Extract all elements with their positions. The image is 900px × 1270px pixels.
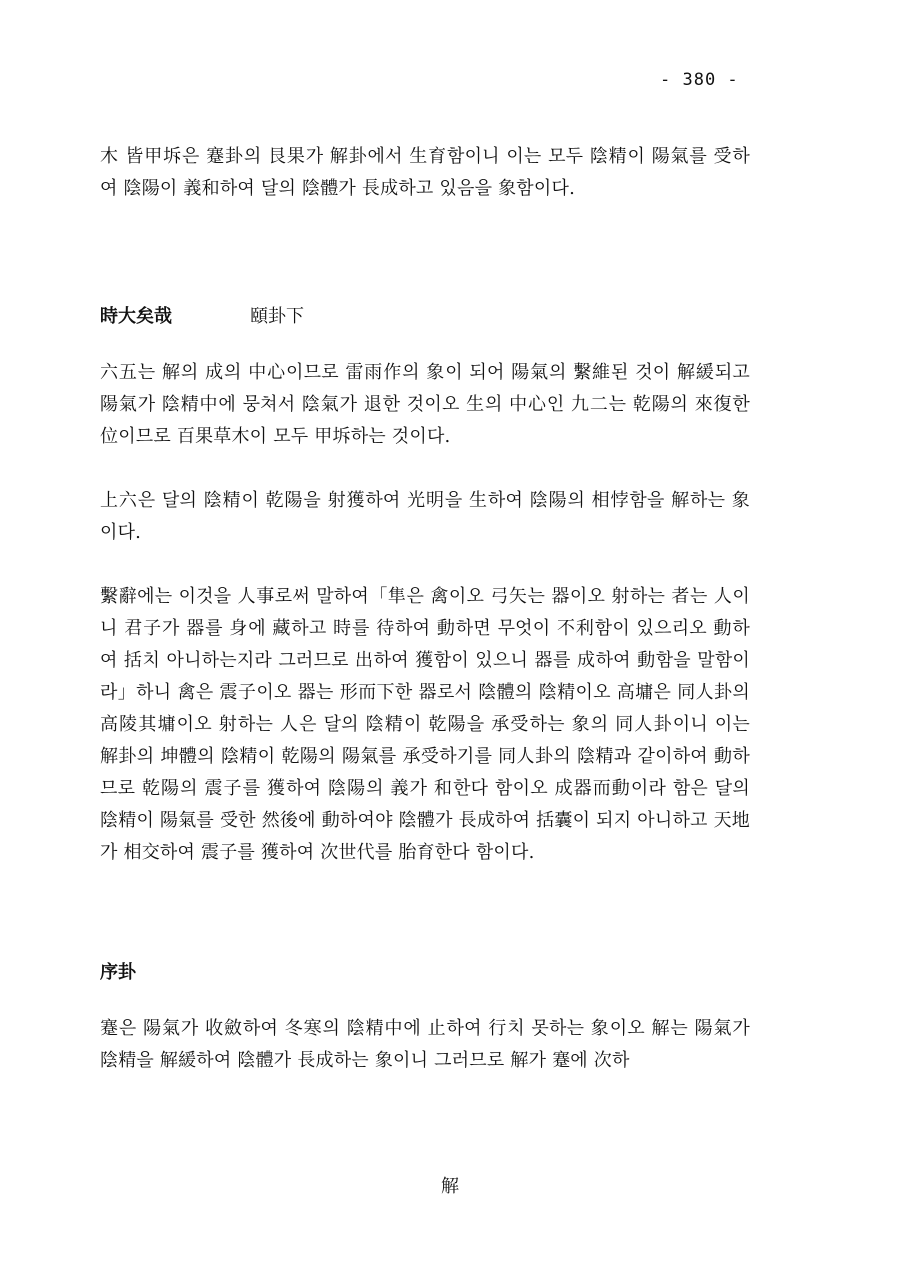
- page-footer-hexagram: 解: [441, 1176, 459, 1197]
- section-heading-1: [100, 301, 750, 333]
- page-number: - 380 -: [660, 70, 739, 90]
- paragraph-4: 繫辭에는 이것을 人事로써 말하여「隼은 禽이오 弓矢는 器이오 射하는 者는 人이니 君子가 器를 身에 藏하고 時를 待하여 動하면 무엇이 不利함이 있으리오 動하여 括치 아니하는지라 그러므로 出하여 獲함이 있으니 器를 成하여 動함을 말함이라」하니 禽은 震子이오 器는 形而下한 器로서 陰體의 陰精이오 高墉은 同人卦의 高陵其墉이오 射하는 人은 달의 陰精이 乾陽을 承受하는 象의 同人卦이니 이는 解卦의 坤體의 陰精이 乾陽의 陽氣를 承受하기를 同人卦의 陰精과 같이하여 動하므로 乾陽의 震子를 獲하여 陰陽의 義가 和한다 함이오 成器而動이라 함은 달의 陰精이 陽氣를 受한 然後에 動하여야 陰體가 長成하여 括囊이 되지 아니하고 天地가 相交하여 震子를 獲하여 次世代를 胎育한다 함이다.: [100, 586, 750, 863]
- section-heading-1-sub: 頤卦下: [250, 306, 304, 327]
- paragraph-2: 六五는 解의 成의 中心이므로 雷雨作의 象이 되어 陽氣의 繫維된 것이 解緩되고 陽氣가 陰精中에 뭉쳐서 陰氣가 退한 것이오 生의 中心인 九二는 乾陽의 來復한 位이므로 百果草木이 모두 甲坼하는 것이다.: [100, 362, 750, 447]
- paragraph-1: 木 皆甲坼은 蹇卦의 艮果가 解卦에서 生育함이니 이는 모두 陰精이 陽氣를 受하여 陰陽이 義和하여 달의 陰體가 長成하고 있음을 象함이다.: [100, 146, 750, 199]
- paragraph-5: 蹇은 陽氣가 收斂하여 冬寒의 陰精中에 止하여 行치 못하는 象이오 解는 陽氣가 陰精을 解緩하여 陰體가 長成하는 象이니 그러므로 解가 蹇에 次하: [100, 1018, 750, 1071]
- page-body: [100, 141, 750, 1077]
- paragraph-3: 上六은 달의 陰精이 乾陽을 射獲하여 光明을 生하여 陰陽의 相悖함을 解하는 象이다.: [100, 490, 750, 543]
- section-heading-1-title: 時大矣哉: [100, 306, 172, 327]
- section-heading-2: 序卦: [100, 962, 136, 983]
